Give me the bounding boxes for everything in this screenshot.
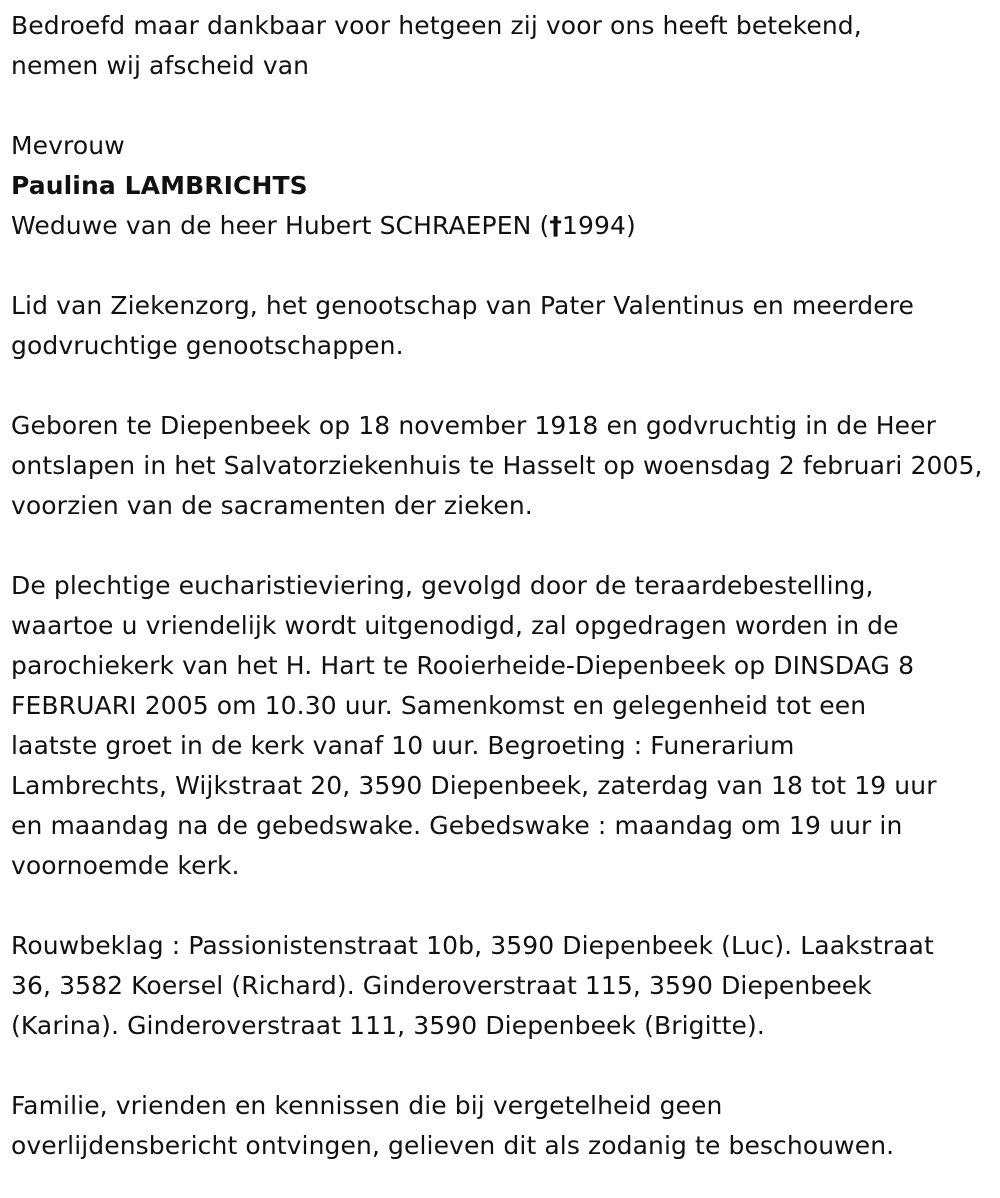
ceremony-line: waartoe u vriendelijk wordt uitgenodigd, zal opgedragen worden in de bbox=[11, 611, 899, 640]
widow-line bbox=[11, 206, 986, 246]
deceased-name: Paulina LAMBRICHTS bbox=[11, 171, 308, 200]
condolence-text bbox=[11, 926, 986, 1046]
ceremony-line: FEBRUARI 2005 om 10.30 uur. Samenkomst en gelegenheid tot een bbox=[11, 691, 867, 720]
widow-prefix: Weduwe van de heer Hubert SCHRAEPEN ( bbox=[11, 211, 550, 240]
ceremony-line: en maandag na de gebedswake. Gebedswake : maandag om 19 uur in bbox=[11, 811, 903, 840]
birth-death-text: Geboren te Diepenbeek op 18 november 1918 en godvruchtig in de Heer ontslapen in het Salvatorziekenhuis te Hasselt op woensdag 2 februari 2005, voorzien van de sacramenten der zieken. bbox=[11, 411, 983, 520]
cross-icon: † bbox=[549, 211, 562, 240]
spacer bbox=[11, 86, 986, 126]
spacer bbox=[11, 526, 986, 566]
membership-text: Lid van Ziekenzorg, het genootschap van Pater Valentinus en meerdere godvruchtige genootschappen. bbox=[11, 291, 915, 360]
closing-line: Familie, vrienden en kennissen die bij vergetelheid geen bbox=[11, 1091, 723, 1120]
spacer bbox=[11, 366, 986, 406]
ceremony-line: De plechtige eucharistieviering, gevolgd door de teraardebestelling, bbox=[11, 571, 874, 600]
widow-year: 1994) bbox=[561, 211, 636, 240]
closing-text bbox=[11, 1086, 986, 1166]
condolence-line: 36, 3582 Koersel (Richard). Ginderoverstraat 115, 3590 Diepenbeek bbox=[11, 971, 872, 1000]
closing-line: overlijdensbericht ontvingen, gelieven dit als zodanig te beschouwen. bbox=[11, 1131, 895, 1160]
condolence-line: (Karina). Ginderoverstraat 111, 3590 Diepenbeek (Brigitte). bbox=[11, 1011, 765, 1040]
spacer bbox=[11, 246, 986, 286]
salutation: Mevrouw bbox=[11, 131, 125, 160]
condolence-line: Rouwbeklag : Passionistenstraat 10b, 3590 Diepenbeek (Luc). Laakstraat bbox=[11, 931, 934, 960]
ceremony-line: voornoemde kerk. bbox=[11, 851, 240, 880]
obituary-notice bbox=[11, 6, 986, 1166]
ceremony-line: Lambrechts, Wijkstraat 20, 3590 Diepenbeek, zaterdag van 18 tot 19 uur bbox=[11, 771, 937, 800]
ceremony-line: laatste groet in de kerk vanaf 10 uur. Begroeting : Funerarium bbox=[11, 731, 795, 760]
intro-text: Bedroefd maar dankbaar voor hetgeen zij voor ons heeft betekend, nemen wij afscheid van bbox=[11, 11, 862, 80]
ceremony-text bbox=[11, 566, 986, 886]
spacer bbox=[11, 1046, 986, 1086]
ceremony-line: parochiekerk van het H. Hart te Rooierheide-Diepenbeek op DINSDAG 8 bbox=[11, 651, 915, 680]
spacer bbox=[11, 886, 986, 926]
